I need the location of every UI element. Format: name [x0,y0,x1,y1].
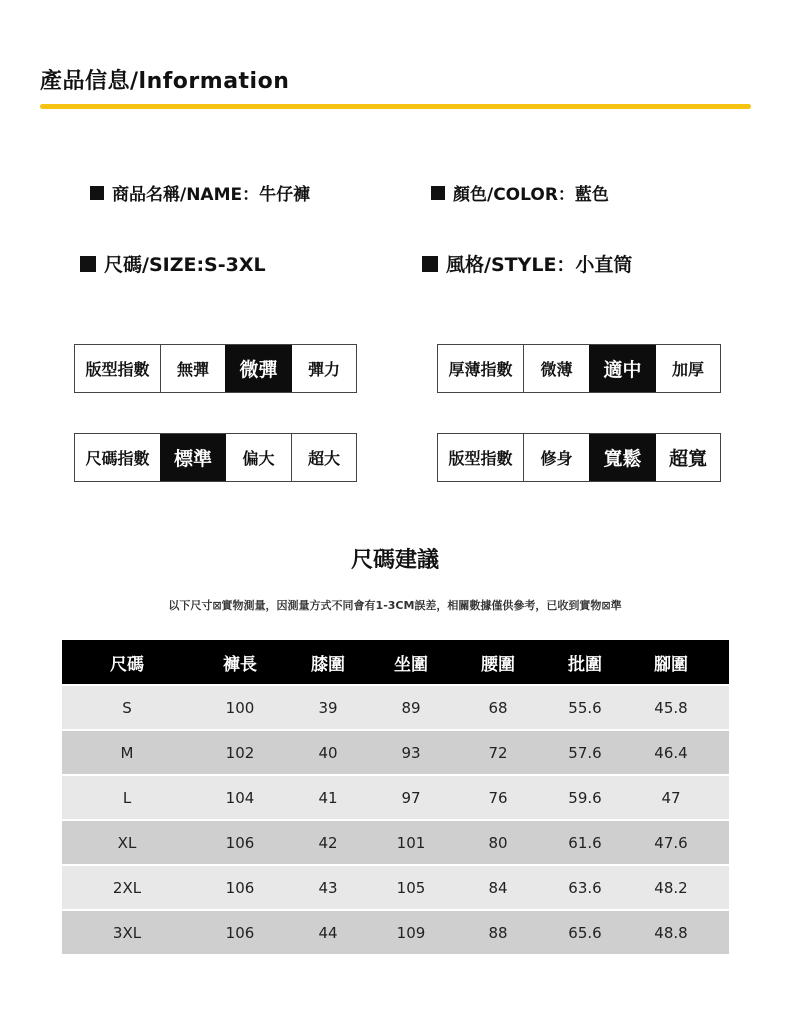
table-cell: 88 [488,923,508,942]
table-cell: 48.8 [654,923,688,942]
table-cell: 43 [318,878,338,897]
table-cell: 84 [488,878,508,897]
index-option-selected: 寬鬆 [589,434,655,481]
table-cell: 76 [488,788,508,807]
table-cell: M [120,743,134,762]
spec-name [90,180,310,205]
header-cell: 坐圍 [394,654,428,675]
table-cell: 40 [318,743,338,762]
table-cell: 41 [318,788,338,807]
index-fit-shape [437,433,721,482]
spec-style [422,250,632,277]
table-row [62,686,729,729]
table-cell: 55.6 [568,698,602,717]
header-cell: 膝圍 [311,654,345,675]
table-cell: 57.6 [568,743,602,762]
size-table [62,640,729,954]
table-row [62,866,729,909]
table-cell: 106 [225,878,255,897]
table-cell: 93 [401,743,421,762]
table-cell: 109 [396,923,426,942]
index-option: 無彈 [160,345,225,392]
table-cell: 45.8 [654,698,688,717]
yellow-divider [40,104,751,109]
table-row [62,731,729,774]
table-cell: 89 [401,698,421,717]
square-bullet-icon [90,186,104,200]
table-cell: 47.6 [654,833,688,852]
table-cell: 106 [225,833,255,852]
header-cell: 腳圍 [654,654,688,675]
index-option: 修身 [523,434,589,481]
table-cell: 2XL [112,878,142,897]
index-option-selected: 微彈 [225,345,291,392]
header-cell: 褲長 [223,654,257,675]
table-cell: 106 [225,923,255,942]
index-option: 加厚 [655,345,720,392]
table-cell: 65.6 [568,923,602,942]
table-cell: 39 [318,698,338,717]
spec-size-text: 尺碼/SIZE:S-3XL [104,254,266,276]
spec-size [80,250,266,277]
table-row [62,776,729,819]
index-option: 微薄 [523,345,589,392]
table-cell: 97 [401,788,421,807]
index-option: 彈力 [291,345,356,392]
section-title: 產品信息/lnformation [40,69,290,94]
index-size [74,433,357,482]
table-cell: XL [117,833,137,852]
spec-style-text: 風格/STYLE：小直筒 [446,254,633,276]
table-cell: L [122,788,132,807]
header-cell: 尺碼 [110,654,144,675]
header-cell: 腰圍 [481,654,515,675]
table-cell: 104 [225,788,255,807]
table-cell: 42 [318,833,338,852]
table-row [62,821,729,864]
table-header [62,640,729,684]
index-fit-stretch [74,344,357,393]
table-cell: 3XL [112,923,142,942]
index-thickness [437,344,721,393]
index-label: 版型指數 [85,360,150,379]
index-label: 版型指數 [448,449,513,468]
square-bullet-icon [431,186,445,200]
index-option: 偏大 [225,434,291,481]
index-option: 超寬 [655,434,720,481]
table-cell: 46.4 [654,743,688,762]
measurement-note: 以下尺寸⊠實物測量，因測量方式不同會有1-3CM誤差，相關數據僅供參考，已收到實物⊠準 [168,599,622,612]
table-cell: 72 [488,743,508,762]
index-option-selected: 適中 [589,345,655,392]
table-cell: 44 [318,923,338,942]
table-cell: 48.2 [654,878,688,897]
header-cell: 批圍 [568,654,602,675]
size-suggestion-title: 尺碼建議 [350,548,439,573]
table-cell: 63.6 [568,878,602,897]
table-cell: 100 [225,698,255,717]
square-bullet-icon [422,256,438,272]
spec-color [431,180,609,205]
table-cell: S [122,698,132,717]
table-cell: 47 [661,788,681,807]
index-option-selected: 標準 [160,434,225,481]
index-label: 尺碼指數 [85,449,150,468]
table-cell: 61.6 [568,833,602,852]
table-cell: 105 [396,878,426,897]
table-cell: 80 [488,833,508,852]
index-label: 厚薄指數 [448,360,513,379]
table-row [62,911,729,954]
spec-name-text: 商品名稱/NAME：牛仔褲 [112,185,311,205]
spec-color-text: 顏色/COLOR：藍色 [453,185,609,205]
table-cell: 59.6 [568,788,602,807]
table-cell: 102 [225,743,255,762]
index-option: 超大 [291,434,356,481]
table-cell: 68 [488,698,508,717]
table-cell: 101 [396,833,426,852]
square-bullet-icon [80,256,96,272]
